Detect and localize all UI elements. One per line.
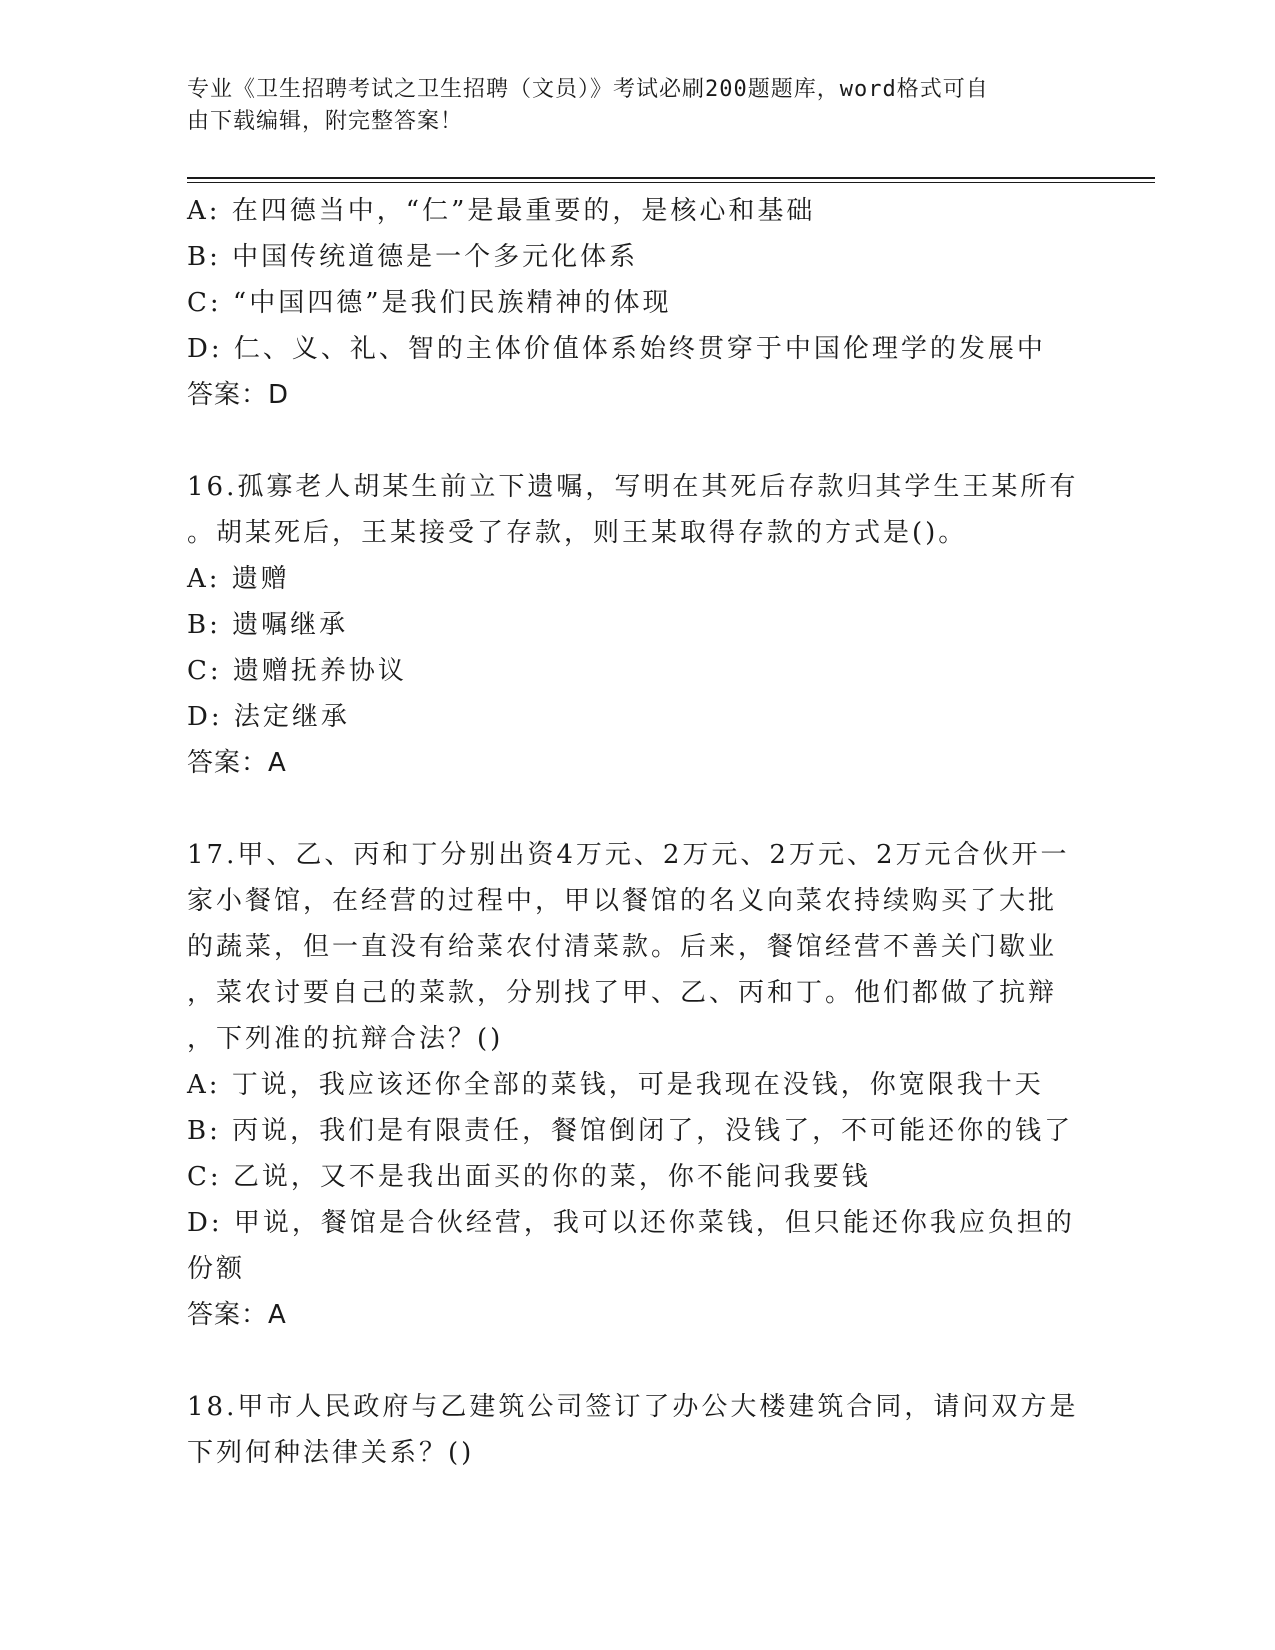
answer-line: 答案：D [187, 380, 290, 410]
question-text-line: 的蔬菜，但一直没有给菜农付清菜款。后来，餐馆经营不善关门歇业 [187, 932, 1058, 962]
spacer [187, 1338, 1087, 1384]
question-text-line: 。胡某死后，王某接受了存款，则王某取得存款的方式是()。 [187, 518, 968, 548]
question-block-15 [187, 188, 1087, 418]
option-c: C: “中国四德”是我们民族精神的体现 [187, 288, 672, 318]
document-body [187, 188, 1087, 1476]
header-line-1: 专业《卫生招聘考试之卫生招聘（文员）》考试必刷200题题库，word格式可自 [187, 77, 989, 102]
option-a: A: 丁说，我应该还你全部的菜钱，可是我现在没钱，你宽限我十天 [187, 1070, 1044, 1100]
answer-line: 答案：A [187, 1300, 287, 1330]
option-c: C: 遗赠抚养协议 [187, 656, 407, 686]
option-d: D: 仁、义、礼、智的主体价值体系始终贯穿于中国伦理学的发展中 [187, 334, 1046, 364]
option-a: A: 遗赠 [187, 564, 290, 594]
question-text-line: 17.甲、乙、丙和丁分别出资4万元、2万元、2万元、2万元合伙开一 [187, 840, 1070, 870]
question-text-line: 18.甲市人民政府与乙建筑公司签订了办公大楼建筑合同，请问双方是 [187, 1392, 1079, 1422]
option-a: A: 在四德当中，“仁”是最重要的，是核心和基础 [187, 196, 816, 226]
option-c: C: 乙说，又不是我出面买的你的菜，你不能问我要钱 [187, 1162, 871, 1192]
spacer [187, 418, 1087, 464]
spacer [187, 786, 1087, 832]
question-text-line: 下列何种法律关系？() [187, 1438, 475, 1468]
header-line-2: 由下载编辑，附完整答案！ [187, 109, 464, 134]
question-text-line: ，菜农讨要自己的菜款，分别找了甲、乙、丙和丁。他们都做了抗辩 [187, 978, 1058, 1008]
option-b: B: 丙说，我们是有限责任，餐馆倒闭了，没钱了，不可能还你的钱了 [187, 1116, 1074, 1146]
document-header [187, 74, 1067, 138]
option-d: D: 甲说，餐馆是合伙经营，我可以还你菜钱，但只能还你我应负担的 [187, 1208, 1075, 1238]
option-d: D: 法定继承 [187, 702, 350, 732]
question-text-line: ，下列准的抗辩合法？() [187, 1024, 504, 1054]
option-b: B: 遗嘱继承 [187, 610, 349, 640]
question-block-16 [187, 464, 1087, 786]
question-text-line: 16.孤寡老人胡某生前立下遗嘱，写明在其死后存款归其学生王某所有 [187, 472, 1079, 502]
header-divider-thick [187, 177, 1155, 179]
answer-line: 答案：A [187, 748, 287, 778]
option-d-continued: 份额 [187, 1254, 246, 1284]
question-text-line: 家小餐馆，在经营的过程中，甲以餐馆的名义向菜农持续购买了大批 [187, 886, 1058, 916]
option-b: B: 中国传统道德是一个多元化体系 [187, 242, 639, 272]
header-divider-thin [187, 182, 1155, 183]
question-block-18 [187, 1384, 1087, 1476]
question-block-17 [187, 832, 1087, 1338]
